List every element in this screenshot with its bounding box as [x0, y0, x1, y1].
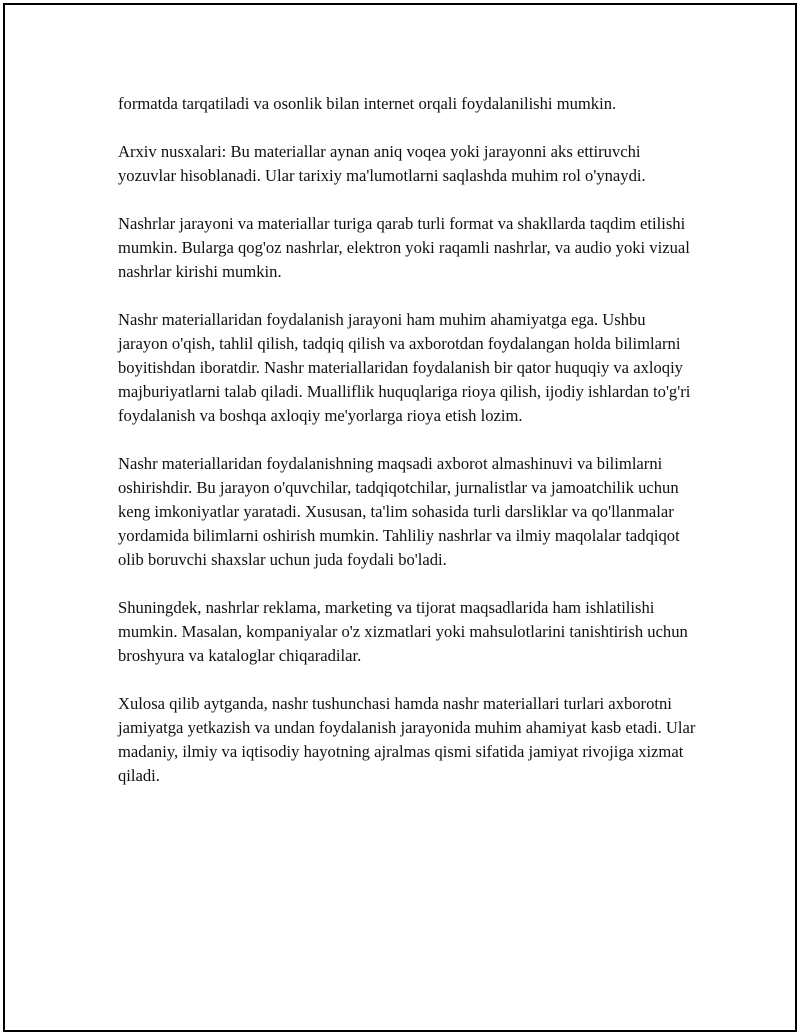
- document-page: [3, 3, 797, 1032]
- paragraph-archive-copies: Arxiv nusxalari: Bu materiallar aynan aniq voqea yoki jarayonni aks ettiruvchi yozuvlar hisoblanadi. Ular tarixiy ma'lumotlarni saqlashda muhim rol o'ynaydi.: [118, 142, 646, 185]
- document-body: [118, 92, 698, 812]
- paragraph-conclusion: Xulosa qilib aytganda, nashr tushunchasi hamda nashr materiallari turlari axborotni jamiyatga yetkazish va undan foydalanish jarayonida muhim ahamiyat kasb etadi. Ular madaniy, ilmiy va iqtisodiy hayotning ajralmas qismi sifatida jamiyat rivojiga xizmat qiladi.: [118, 694, 696, 785]
- paragraph-usage-process: Nashr materiallaridan foydalanish jarayoni ham muhim ahamiyatga ega. Ushbu jarayon o'qish, tahlil qilish, tadqiq qilish va axborotdan foydalangan holda bilimlarni boyitishdan iboratdir. Nashr materiallaridan foydalanish bir qator huquqiy va axloqiy majburiyatlarni talab qiladi. Mualliflik huquqlariga rioya qilish, ijodiy ishlardan to'g'ri foydalanish va boshqa axloqiy me'yorlarga rioya etish lozim.: [118, 310, 691, 425]
- paragraph-usage-purpose: Nashr materiallaridan foydalanishning maqsadi axborot almashinuvi va bilimlarni oshirishdir. Bu jarayon o'quvchilar, tadqiqotchilar, jurnalistlar va jamoatchilik uchun keng imkoniyatlar yaratadi. Xususan, ta'lim sohasida turli darsliklar va qo'llanmalar yordamida bilimlarni oshirish mumkin. Tahliliy nashrlar va ilmiy maqolalar tadqiqot olib boruvchi shaxslar uchun juda foydali bo'ladi.: [118, 454, 680, 569]
- paragraph-continuation: formatda tarqatiladi va osonlik bilan internet orqali foydalanilishi mumkin.: [118, 94, 617, 113]
- paragraph-commercial-use: Shuningdek, nashrlar reklama, marketing va tijorat maqsadlarida ham ishlatilishi mumkin. Masalan, kompaniyalar o'z xizmatlari yoki mahsulotlarini tanishtirish uchun broshyura va kataloglar chiqaradilar.: [118, 598, 688, 665]
- paragraph-publication-formats: Nashrlar jarayoni va materiallar turiga qarab turli format va shakllarda taqdim etilishi mumkin. Bularga qog'oz nashrlar, elektron yoki raqamli nashrlar, va audio yoki vizual nashrlar kirishi mumkin.: [118, 214, 690, 281]
